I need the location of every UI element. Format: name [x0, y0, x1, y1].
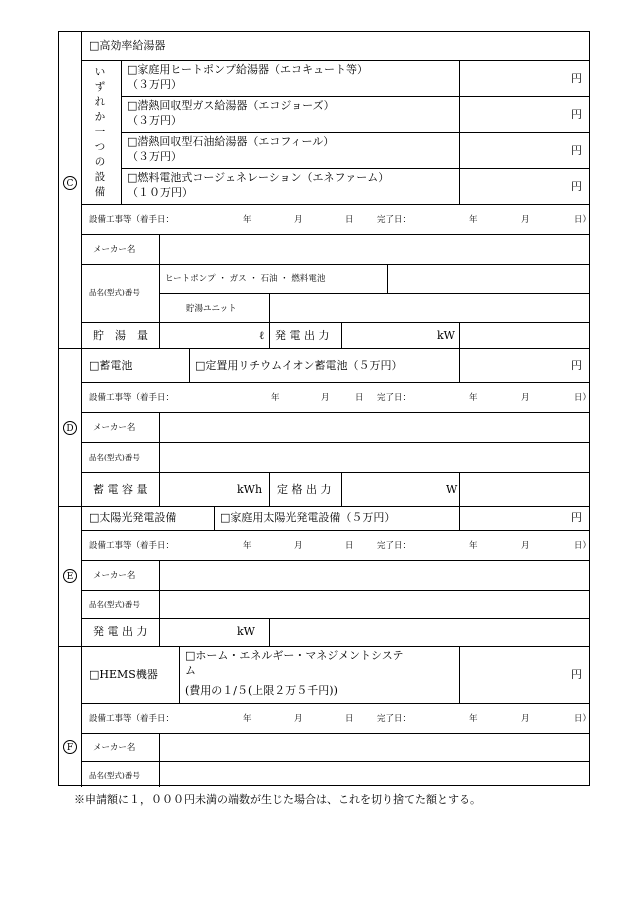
row-line [81, 703, 589, 704]
watt-unit: W [446, 483, 458, 496]
row-line [121, 96, 589, 97]
yen-unit: 円 [571, 668, 582, 681]
col-line [459, 348, 460, 382]
row-line [81, 530, 589, 531]
col-line [269, 322, 270, 348]
section-f-badge: F [63, 740, 77, 754]
solar-power-checkbox[interactable]: □太陽光発電設備 [89, 511, 177, 524]
construction-label: 設備工事等（着手日： [89, 541, 175, 551]
liter-unit: ℓ [259, 329, 265, 342]
section-divider [59, 506, 589, 507]
row-line [81, 60, 589, 61]
kwh-unit: kWh [237, 483, 263, 496]
row-line [81, 322, 589, 323]
col-line [189, 348, 190, 382]
yen-unit: 円 [571, 180, 582, 193]
model-number-label: 品名(型式)番号 [89, 288, 140, 297]
maker-label: メーカー名 [93, 423, 136, 433]
tank-unit-input[interactable] [270, 294, 589, 322]
month-label: 月 [521, 541, 530, 551]
col-line [214, 506, 215, 530]
row-line [81, 472, 589, 473]
row-line [81, 204, 589, 205]
col-line [459, 60, 460, 204]
month-label: 月 [294, 714, 303, 724]
item-continuation: ム [185, 664, 196, 677]
fuel-cell-cogeneration-checkbox[interactable]: □燃料電池式コージェネレーション（エネファーム） [127, 171, 390, 184]
col-line [459, 506, 460, 530]
year-label: 年 [469, 393, 478, 403]
rated-output-label: 定 格 出 力 [277, 483, 332, 496]
col-line [179, 646, 180, 703]
month-label: 月 [521, 393, 530, 403]
model-input[interactable] [160, 443, 589, 472]
completion-label: 完了日： [377, 541, 412, 551]
badge-column-line [81, 32, 82, 787]
storage-volume-label: 貯 湯 量 [93, 329, 148, 342]
vertical-char: か [94, 111, 106, 123]
vertical-char: ず [94, 81, 106, 93]
row-line [81, 618, 589, 619]
maker-input[interactable] [160, 734, 589, 761]
vertical-char: 設 [94, 171, 106, 183]
item-amount-note: （３万円） [127, 114, 182, 127]
model-input[interactable] [388, 265, 589, 293]
day-label: 日 [345, 215, 354, 225]
month-label: 月 [321, 393, 330, 403]
col-line [341, 472, 342, 506]
model-input[interactable] [160, 591, 589, 618]
vertical-char: い [94, 66, 106, 78]
maker-input[interactable] [160, 413, 589, 442]
completion-label: 完了日： [377, 215, 412, 225]
year-label: 年 [469, 215, 478, 225]
maker-input[interactable] [160, 235, 589, 264]
section-divider [59, 348, 589, 349]
col-line [459, 322, 460, 348]
vertical-char: の [94, 156, 106, 168]
col-line [459, 472, 460, 506]
model-number-label: 品名(型式)番号 [89, 453, 140, 462]
vertical-char: 備 [94, 186, 106, 198]
construction-label: 設備工事等（着手日： [89, 393, 175, 403]
construction-label: 設備工事等（着手日： [89, 714, 175, 724]
col-line [459, 646, 460, 703]
year-label: 年 [243, 541, 252, 551]
lithium-ion-battery-checkbox[interactable]: □定置用リチウムイオン蓄電池（５万円） [195, 359, 403, 372]
oil-water-heater-checkbox[interactable]: □潜熱回収型石油給湯器（エコフィール） [127, 135, 335, 148]
item-amount-note: （３万円） [127, 150, 182, 163]
row-line [121, 168, 589, 169]
month-label: 月 [521, 714, 530, 724]
kw-unit: kW [237, 625, 255, 638]
application-form [58, 31, 590, 786]
yen-unit: 円 [571, 72, 582, 85]
gas-water-heater-checkbox[interactable]: □潜熱回収型ガス給湯器（エコジョーズ） [127, 99, 335, 112]
yen-unit: 円 [571, 359, 582, 372]
day-label: 日 [345, 541, 354, 551]
model-input[interactable] [160, 762, 589, 786]
model-number-label: 品名(型式)番号 [89, 600, 140, 609]
col-line [341, 322, 342, 348]
high-efficiency-water-heater-checkbox[interactable]: □高効率給湯器 [89, 39, 166, 52]
month-label: 月 [294, 541, 303, 551]
maker-input[interactable] [160, 561, 589, 590]
col-line [269, 472, 270, 506]
hems-checkbox[interactable]: □HEMS機器 [89, 668, 158, 681]
generation-output-label: 発 電 出 力 [275, 329, 330, 342]
heat-pump-water-heater-checkbox[interactable]: □家庭用ヒートポンプ給湯器（エコキュート等） [127, 63, 368, 76]
storage-capacity-label: 蓄 電 容 量 [93, 483, 148, 496]
day-label: 日 [355, 393, 364, 403]
day-label: 日） [574, 541, 592, 551]
maker-label: メーカー名 [93, 743, 136, 753]
yen-unit: 円 [571, 511, 582, 524]
col-line [121, 60, 122, 204]
item-amount-note: （３万円） [127, 78, 182, 91]
kw-unit: kW [437, 329, 455, 342]
section-c-badge: C [63, 176, 77, 190]
completion-label: 完了日： [377, 714, 412, 724]
storage-battery-checkbox[interactable]: □蓄電池 [89, 359, 133, 372]
equipment-type-options[interactable]: ヒートポンプ ・ ガス ・ 石油 ・ 燃料電池 [165, 274, 326, 284]
construction-label: 設備工事等（着手日： [89, 215, 175, 225]
completion-label: 完了日： [377, 393, 412, 403]
vertical-char: つ [94, 141, 106, 153]
year-label: 年 [243, 714, 252, 724]
maker-label: メーカー名 [93, 245, 136, 255]
item-amount-note: (費用の１/５(上限２万５千円)) [185, 684, 338, 697]
tank-unit-label: 貯湯ユニット [186, 304, 237, 314]
year-label: 年 [469, 714, 478, 724]
year-label: 年 [469, 541, 478, 551]
section-divider [59, 646, 589, 647]
vertical-char: 一 [94, 126, 106, 138]
yen-unit: 円 [571, 144, 582, 157]
home-energy-management-checkbox[interactable]: □ホーム・エネルギー・マネジメントシステ [185, 649, 404, 662]
model-number-label: 品名(型式)番号 [89, 771, 140, 780]
col-line [269, 618, 270, 646]
section-d-badge: D [63, 421, 77, 435]
day-label: 日 [345, 714, 354, 724]
row-line [121, 132, 589, 133]
maker-label: メーカー名 [93, 571, 136, 581]
day-label: 日） [574, 714, 592, 724]
month-label: 月 [294, 215, 303, 225]
home-solar-checkbox[interactable]: □家庭用太陽光発電設備（５万円） [220, 511, 396, 524]
yen-unit: 円 [571, 108, 582, 121]
year-label: 年 [243, 215, 252, 225]
vertical-char: れ [94, 96, 106, 108]
day-label: 日） [574, 215, 592, 225]
year-label: 年 [271, 393, 280, 403]
generation-output-label: 発 電 出 力 [93, 625, 148, 638]
day-label: 日） [574, 393, 592, 403]
section-e-badge: E [63, 569, 77, 583]
row-line [81, 382, 589, 383]
month-label: 月 [521, 215, 530, 225]
footnote: ※申請額に１，０００円未満の端数が生じた場合は、これを切り捨てた額とする。 [74, 793, 481, 806]
item-amount-note: （１０万円） [127, 186, 193, 199]
